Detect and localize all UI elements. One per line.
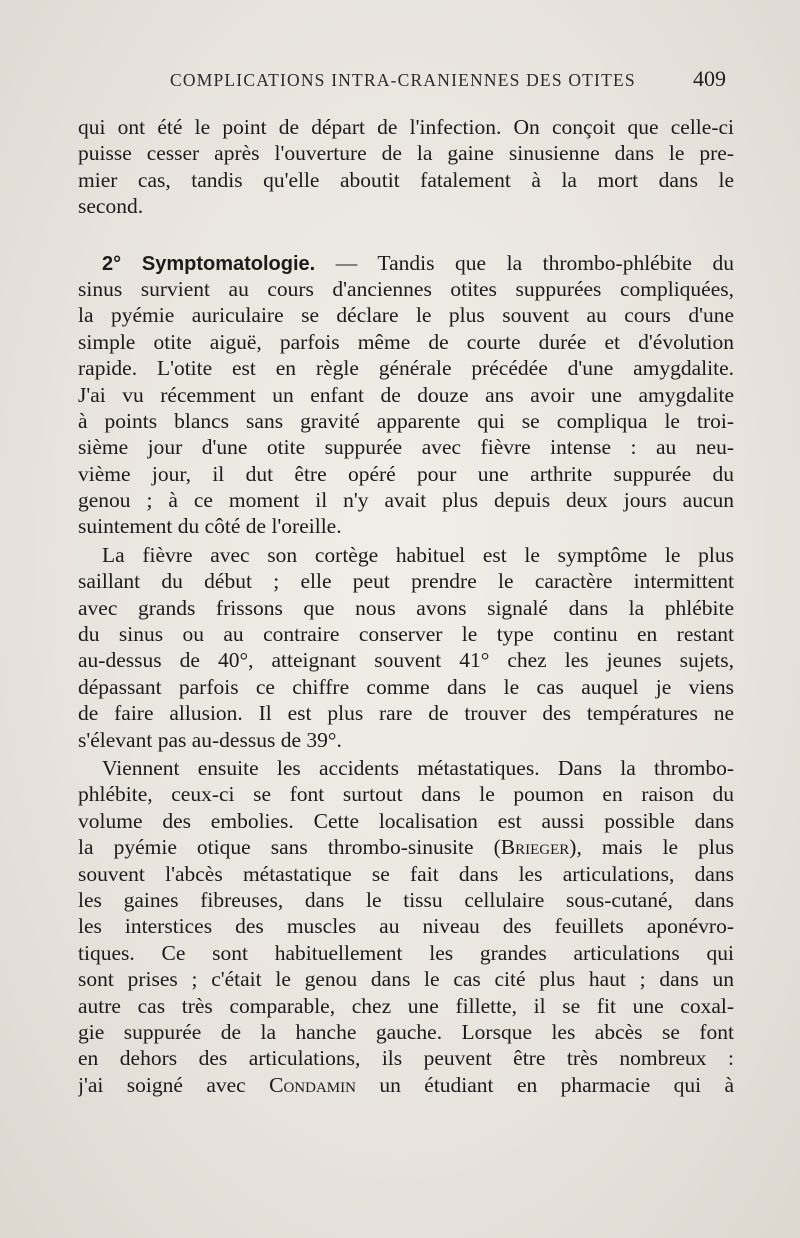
text-line: simple otite aiguë, parfois même de courte durée et d'évolution [78,329,734,354]
text-line: rapide. L'otite est en règle générale précédée d'une amygdalite. [78,356,734,381]
text-line: second. [78,194,144,219]
text-segment: un étudiant en pharmacie qui à [355,1072,734,1097]
text-line: puisse cesser après l'ouverture de la gaine sinusienne dans le pre- [78,141,734,166]
text-line: les gaines fibreuses, dans le tissu cellulaire sous-cutané, dans [78,887,734,912]
text-line-condamin [78,1072,734,1098]
text-line: sinus survient au cours d'anciennes otites suppurées compliquées, [78,276,734,301]
author-name-brieger: Brieger [500,835,570,860]
running-title: COMPLICATIONS INTRA-CRANIENNES DES OTITES [170,70,636,90]
text-line: mier cas, tandis qu'elle aboutit fatalement à la mort dans le [78,167,734,192]
text-line: dépassant parfois ce chiffre comme dans le cas auquel je viens [78,674,734,699]
text-line: de faire allusion. Il est plus rare de trouver des températures ne [78,701,734,726]
text-line: les interstices des muscles au niveau des feuillets aponévro- [78,914,734,939]
text-line: sont prises ; c'était le genou dans le cas cité plus haut ; dans un [78,967,734,992]
text-line: Viennent ensuite les accidents métastatiques. Dans la thrombo- [102,755,734,780]
running-head [78,64,726,98]
text-segment: la pyémie otique sans thrombo-sinusite ( [78,835,501,860]
text-line: au-dessus de 40°, atteignant souvent 41° chez les jeunes sujets, [78,648,734,673]
author-name-condamin: Condamin [269,1072,356,1097]
text-line: du sinus ou au contraire conserver le type continu en restant [78,622,734,647]
text-segment: j'ai soigné avec [78,1072,270,1097]
text-line: La fièvre avec son cortège habituel est le symptôme le plus [102,542,734,567]
text-line: volume des embolies. Cette localisation est aussi possible dans [78,808,734,833]
text-line: qui ont été le point de départ de l'infection. On conçoit que celle-ci [78,115,734,139]
text-line: sième jour d'une otite suppurée avec fièvre intense : au neu- [78,435,734,460]
text-line: genou ; à ce moment il n'y avait plus depuis deux jours aucun [78,488,734,513]
text-line: autre cas très comparable, chez une fillette, il se fit une coxal- [78,993,734,1018]
text-line: J'ai vu récemment un enfant de douze ans avoir une amygdalite [78,382,734,407]
text-line: avec grands frissons que nous avons signalé dans la phlébite [78,595,734,620]
text-line: vième jour, il dut être opéré pour une arthrite suppurée du [78,461,734,486]
section-heading: 2° Symptomatologie. [102,252,316,275]
section-first-line-text: — Tandis que la thrombo-phlébite du [315,250,734,275]
text-line: s'élevant pas au-dessus de 39°. [78,727,342,752]
text-line: phlébite, ceux-ci se font surtout dans le poumon en raison du [78,782,734,807]
text-line: gie suppurée de la hanche gauche. Lorsque les abcès se font [78,1019,734,1044]
text-line-brieger [78,834,734,860]
text-line: tiques. Ce sont habituellement les grandes articulations qui [78,940,734,965]
body-text [78,114,734,1098]
page-number: 409 [693,66,726,91]
section-first-line [78,250,734,276]
text-line: en dehors des articulations, ils peuvent être très nombreux : [78,1046,734,1071]
text-line: saillant du début ; elle peut prendre le caractère intermittent [78,569,734,594]
text-segment: ), mais le plus [569,835,734,860]
text-line: souvent l'abcès métastatique se fait dans les articulations, dans [78,861,734,886]
text-line: la pyémie auriculaire se déclare le plus souvent au cours d'une [78,303,734,328]
text-line: suintement du côté de l'oreille. [78,514,342,539]
text-line: à points blancs sans gravité apparente qui se compliqua le troi- [78,408,734,433]
